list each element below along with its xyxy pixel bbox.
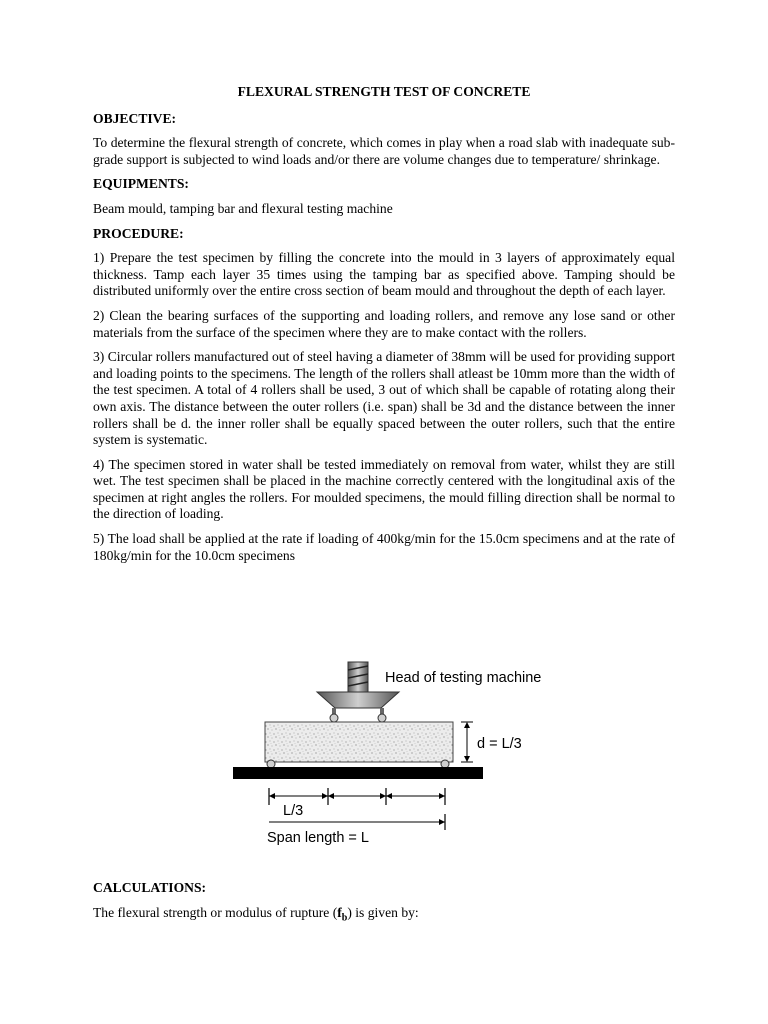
procedure-step-3: 3) Circular rollers manufactured out of steel having a diameter of 38mm will be used for providing support and loading points to the specimens. The length of the rollers shall atleast be 10mm more than the width of the test specimen. A total of 4 rollers shall be used, 3 out of which shall be capable of rotating along their own axis. The distance between the outer rollers (i.e. span) shall be 3d and the distance between the inner rollers shall be d. the inner roller shall be equally spaced between the outer rollers, such that the entire system is systematic. [93,349,675,448]
calculations-section [93,880,675,935]
document-body [93,84,675,572]
equipments-heading: EQUIPMENTS: [93,176,189,192]
flexural-test-diagram [225,660,555,850]
third-span-label: L/3 [283,803,304,819]
depth-dimension [461,722,473,762]
calc-text-after: ) is given by: [347,904,419,920]
diagram-svg [225,660,555,850]
calc-text-before: The flexural strength or modulus of rupture ( [93,904,338,920]
procedure-step-1: 1) Prepare the test specimen by filling the concrete into the mould in 3 layers of approximately equal thickness. Tamp each layer 35 times using the tamping bar as specified above. Tamping should be distributed uniformly over the entire cross section of beam mould and throughout the depth of each layer. [93,250,675,299]
calculations-heading: CALCULATIONS: [93,880,207,895]
loading-roller-left [330,714,338,722]
support-roller-left [267,760,275,768]
procedure-step-2: 2) Clean the bearing surfaces of the supporting and loading rollers, and remove any lose sand or other materials from the surface of the specimen where they are to make contact with the rollers. [93,307,675,340]
procedure-heading: PROCEDURE: [93,225,184,241]
head-label: Head of testing machine [385,670,542,686]
objective-text: To determine the flexural strength of concrete, which comes in play when a road slab with inadequate sub-grade support is subjected to wind loads and/or there are volume changes due to temperature/ shrinkage. [93,135,675,167]
depth-label: d = L/3 [477,736,522,752]
base-platform [233,767,483,779]
document-title: FLEXURAL STRENGTH TEST OF CONCRETE [237,84,531,99]
span-length-label: Span length = L [267,830,369,846]
equipments-text: Beam mould, tamping bar and flexural testing machine [93,200,393,216]
beam-specimen [265,722,453,762]
loading-roller-right [378,714,386,722]
support-roller-right [441,760,449,768]
calculations-text [93,905,675,927]
objective-heading: OBJECTIVE: [93,110,177,126]
procedure-step-4: 4) The specimen stored in water shall be tested immediately on removal from water, whilst they are still wet. The test specimen shall be placed in the machine correctly centered with the longitudinal axis of the specimen at right angles the rollers. For moulded specimens, the mould filling direction shall be normal to the direction of loading. [93,456,675,522]
fb-symbol: $f_b$ [337,904,348,924]
procedure-step-5: 5) The load shall be applied at the rate if loading of 400kg/min for the 15.0cm specimens and at the rate of 180kg/min for the 10.0cm specimens [93,531,675,563]
